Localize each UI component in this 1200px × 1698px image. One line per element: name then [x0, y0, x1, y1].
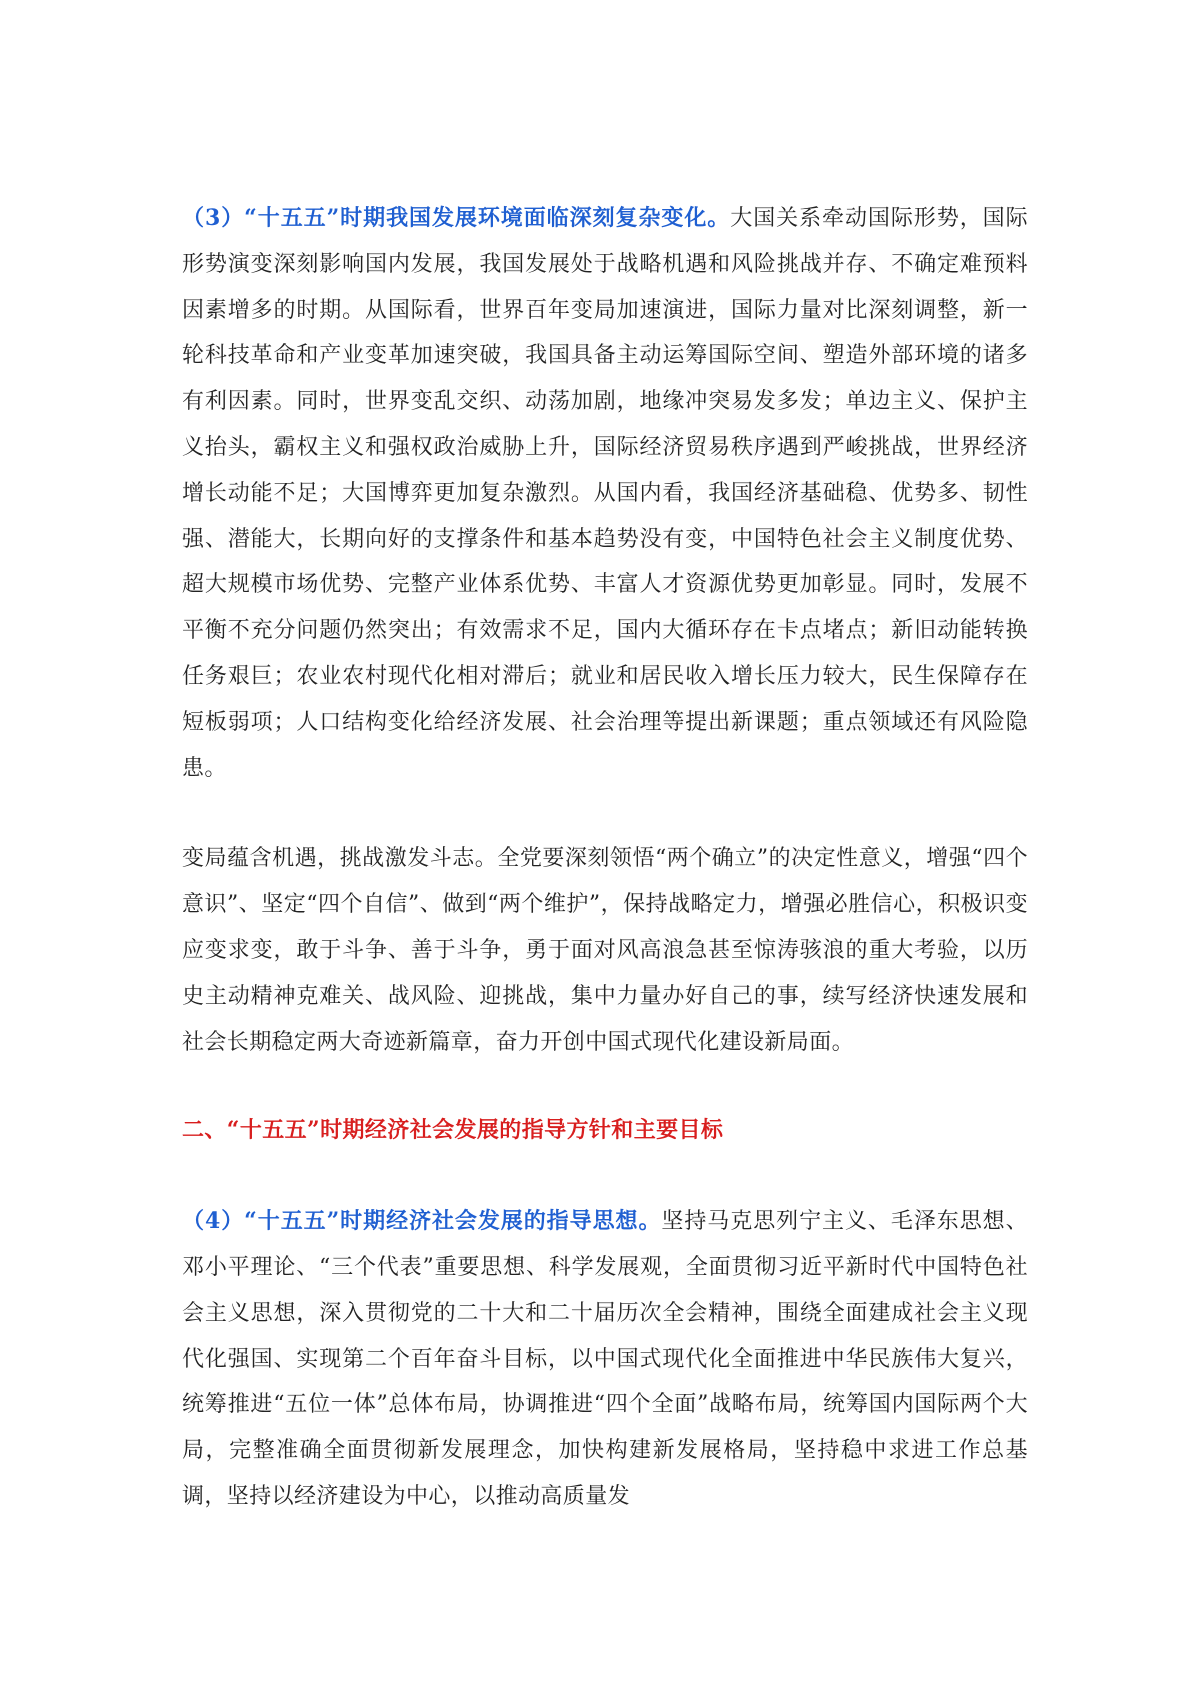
paragraph-spacer: [182, 791, 1028, 836]
section-3-lead: （3）“十五五”时期我国发展环境面临深刻复杂变化。: [182, 205, 731, 231]
paragraph-changes-opportunities: 变局蕴含机遇，挑战激发斗志。全党要深刻领悟“两个确立”的决定性意义，增强“四个意识”、坚定“四个自信”、做到“两个维护”，保持战略定力，增强必胜信心，积极识变应变求变，敢于斗争、善于斗争，勇于面对风高浪急甚至惊涛骇浪的重大考验，以历史主动精神克难关、战风险、迎挑战，集中力量办好自己的事，续写经济快速发展和社会长期稳定两大奇迹新篇章，奋力开创中国式现代化建设新局面。: [182, 846, 1028, 1055]
paragraph-spacer: [182, 1065, 1028, 1108]
section-3-body: 大国关系牵动国际形势，国际形势演变深刻影响国内发展，我国发展处于战略机遇和风险挑战并存、不确定难预料因素增多的时期。从国际看，世界百年变局加速演进，国际力量对比深刻调整，新一轮科技革命和产业变革加速突破，我国具备主动运筹国际空间、塑造外部环境的诸多有利因素。同时，世界变乱交织、动荡加剧，地缘冲突易发多发；单边主义、保护主义抬头，霸权主义和强权政治威胁上升，国际经济贸易秩序遇到严峻挑战，世界经济增长动能不足；大国博弈更加复杂激烈。从国内看，我国经济基础稳、优势多、韧性强、潜能大，长期向好的支撑条件和基本趋势没有变，中国特色社会主义制度优势、超大规模市场优势、完整产业体系优势、丰富人才资源优势更加彰显。同时，发展不平衡不充分问题仍然突出；有效需求不足，国内大循环存在卡点堵点；新旧动能转换任务艰巨；农业农村现代化相对滞后；就业和居民收入增长压力较大，民生保障存在短板弱项；人口结构变化给经济发展、社会治理等提出新课题；重点领域还有风险隐患。: [182, 206, 1028, 781]
section-3-paragraph: [182, 196, 1028, 791]
section-4-body: 坚持马克思列宁主义、毛泽东思想、邓小平理论、“三个代表”重要思想、科学发展观，全面贯彻习近平新时代中国特色社会主义思想，深入贯彻党的二十大和二十届历次全会精神，围绕全面建成社会主义现代化强国、实现第二个百年奋斗目标，以中国式现代化全面推进中华民族伟大复兴，统筹推进“五位一体”总体布局，协调推进“四个全面”战略布局，统筹国内国际两个大局，完整准确全面贯彻新发展理念，加快构建新发展格局，坚持稳中求进工作总基调，坚持以经济建设为中心，以推动高质量发: [182, 1209, 1029, 1509]
document-content: [182, 196, 1028, 1520]
section-heading-2: 二、“十五五”时期经济社会发展的指导方针和主要目标: [182, 1117, 724, 1144]
paragraph-spacer: [182, 1154, 1028, 1199]
section-4-paragraph: [182, 1199, 1028, 1520]
section-4-lead: （4）“十五五”时期经济社会发展的指导思想。: [182, 1208, 662, 1235]
